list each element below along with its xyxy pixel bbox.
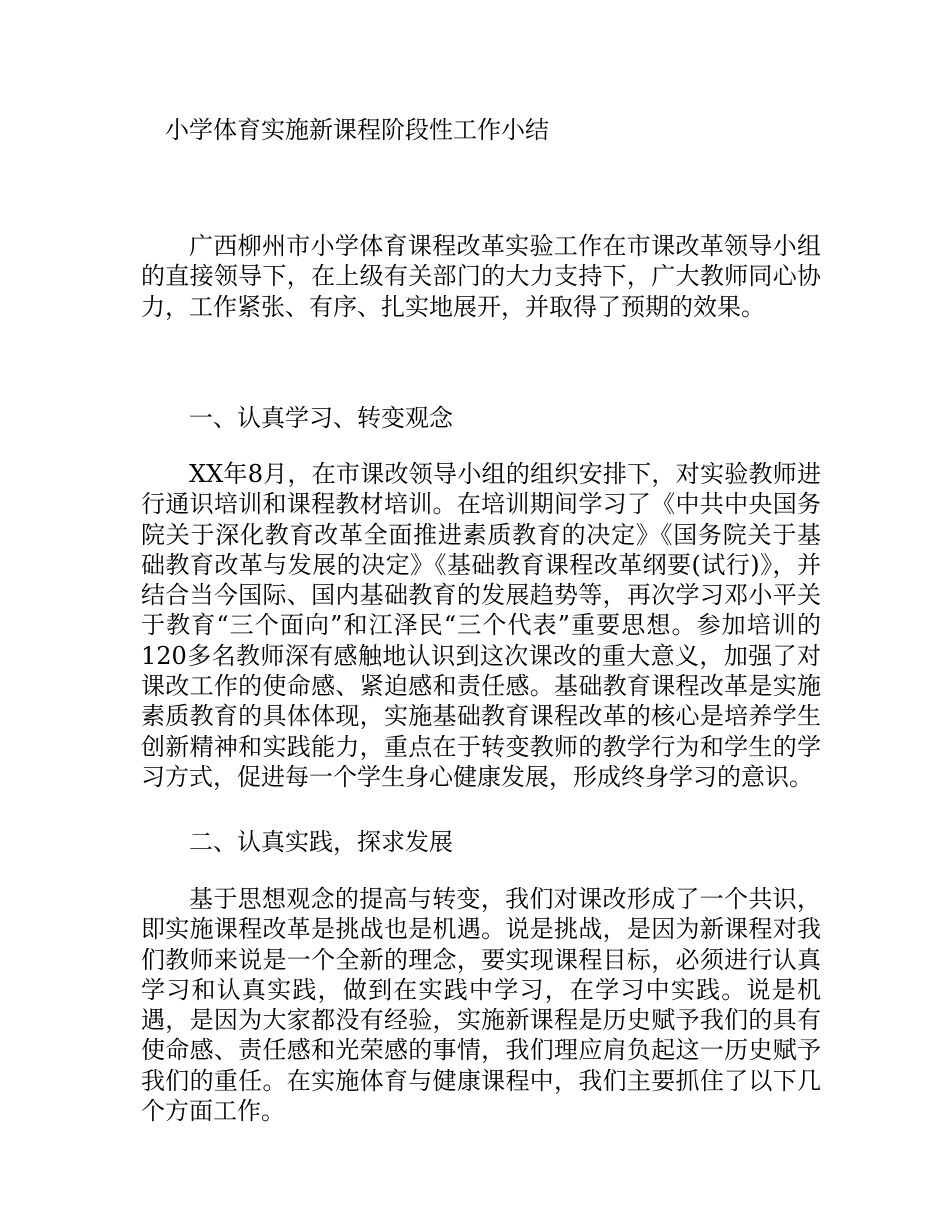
section-2-paragraph: 基于思想观念的提高与转变，我们对课改形成了一个共识，即实施课程改革是挑战也是机遇。说是挑战，是因为新课程对我们教师来说是一个全新的理念，要实现课程目标，必须进行认真学习和认真实践，做到在实践中学习，在学习中实践。说是机遇，是因为大家都没有经验，实施新课程是历史赋予我们的具有使命感、责任感和光荣感的事情，我们理应肩负起这一历史赋予我们的重任。在实施体育与健康课程中，我们主要抓住了以下几个方面工作。 <box>141 885 821 1126</box>
document-title: 小学体育实施新课程阶段性工作小结 <box>165 116 549 144</box>
section-1-heading: 一、认真学习、转变观念 <box>189 404 453 432</box>
section-2-heading: 二、认真实践，探求发展 <box>189 828 453 856</box>
intro-paragraph: 广西柳州市小学体育课程改革实验工作在市课改革领导小组的直接领导下，在上级有关部门的大力支持下，广大教师同心协力，工作紧张、有序、扎实地展开，并取得了预期的效果。 <box>141 232 821 321</box>
section-1-paragraph: XX年8月，在市课改领导小组的组织安排下，对实验教师进行通识培训和课程教材培训。在培训期间学习了《中共中央国务院关于深化教育改革全面推进素质教育的决定》《国务院关于基础教育改革与发展的决定》《基础教育课程改革纲要(试行)》，并结合当今国际、国内基础教育的发展趋势等，再次学习邓小平关于教育“三个面向”和江泽民“三个代表”重要思想。参加培训的120多名教师深有感触地认识到这次课改的重大意义，加强了对课改工作的使命感、紧迫感和责任感。基础教育课程改革是实施素质教育的具体体现，实施基础教育课程改革的核心是培养学生创新精神和实践能力，重点在于转变教师的教学行为和学生的学习方式，促进每一个学生身心健康发展，形成终身学习的意识。 <box>141 460 821 791</box>
